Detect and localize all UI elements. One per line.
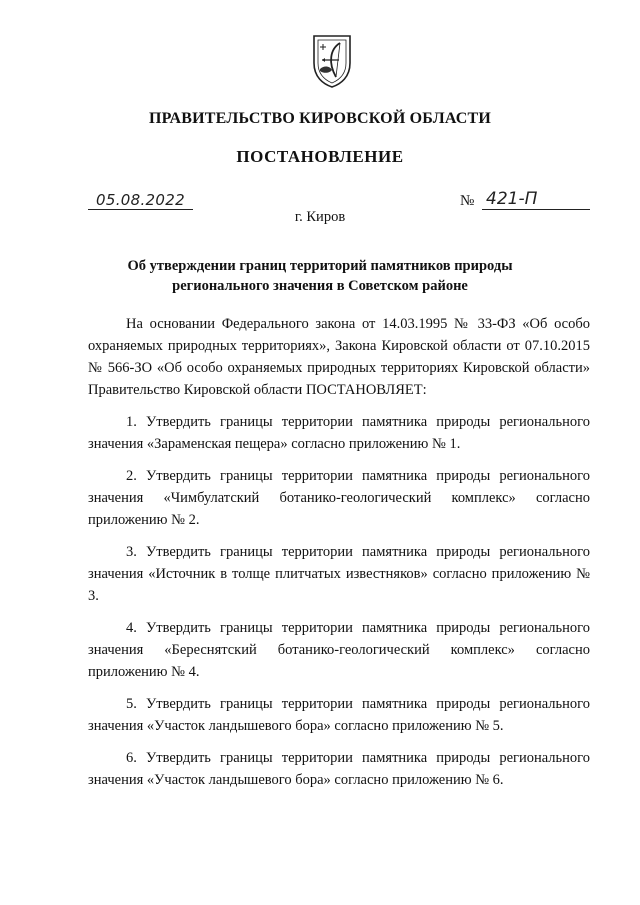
resolution-item-3: 3. Утвердить границы территории памятника природы регионального значения «Источник в толще плитчатых известняков» согласно приложению № 3. (88, 544, 590, 604)
resolution-item-2: 2. Утвердить границы территории памятника природы регионального значения «Чимбулатский ботанико-геологический комплекс» согласно приложению № 2. (88, 468, 590, 528)
document-body (88, 313, 590, 801)
document-date: 05.08.2022 (96, 191, 185, 209)
intro-paragraph: На основании Федерального закона от 14.03.1995 № 33-ФЗ «Об особо охраняемых природных территориях», Закона Кировской области от 07.10.2015 № 566-ЗО «Об особо охраняемых природных территориях Кировской области» Правительство Кировской области ПОСТАНОВЛЯЕТ: (88, 316, 590, 398)
coat-of-arms-icon (310, 33, 354, 89)
subject-line-1: Об утверждении границ территорий памятников природы (127, 258, 513, 274)
resolution-item-4: 4. Утвердить границы территории памятника природы регионального значения «Береснятский ботанико-геологический комплекс» согласно приложению № 4. (88, 620, 590, 680)
city-label: г. Киров (294, 209, 346, 225)
resolution-item-5: 5. Утвердить границы территории памятника природы регионального значения «Участок ландышевого бора» согласно приложению № 5. (88, 696, 590, 734)
number-sign: № (460, 193, 475, 209)
document-number: 421-П (486, 189, 538, 209)
document-type-title: ПОСТАНОВЛЕНИЕ (236, 147, 404, 166)
organization-title: ПРАВИТЕЛЬСТВО КИРОВСКОЙ ОБЛАСТИ (148, 110, 492, 127)
document-subject (100, 256, 540, 296)
resolution-item-1: 1. Утвердить границы территории памятника природы регионального значения «Зараменская пещера» согласно приложению № 1. (88, 414, 590, 452)
subject-line-2: регионального значения в Советском районе (172, 278, 468, 294)
resolution-item-6: 6. Утвердить границы территории памятника природы регионального значения «Участок ландышевого бора» согласно приложению № 6. (88, 750, 590, 788)
